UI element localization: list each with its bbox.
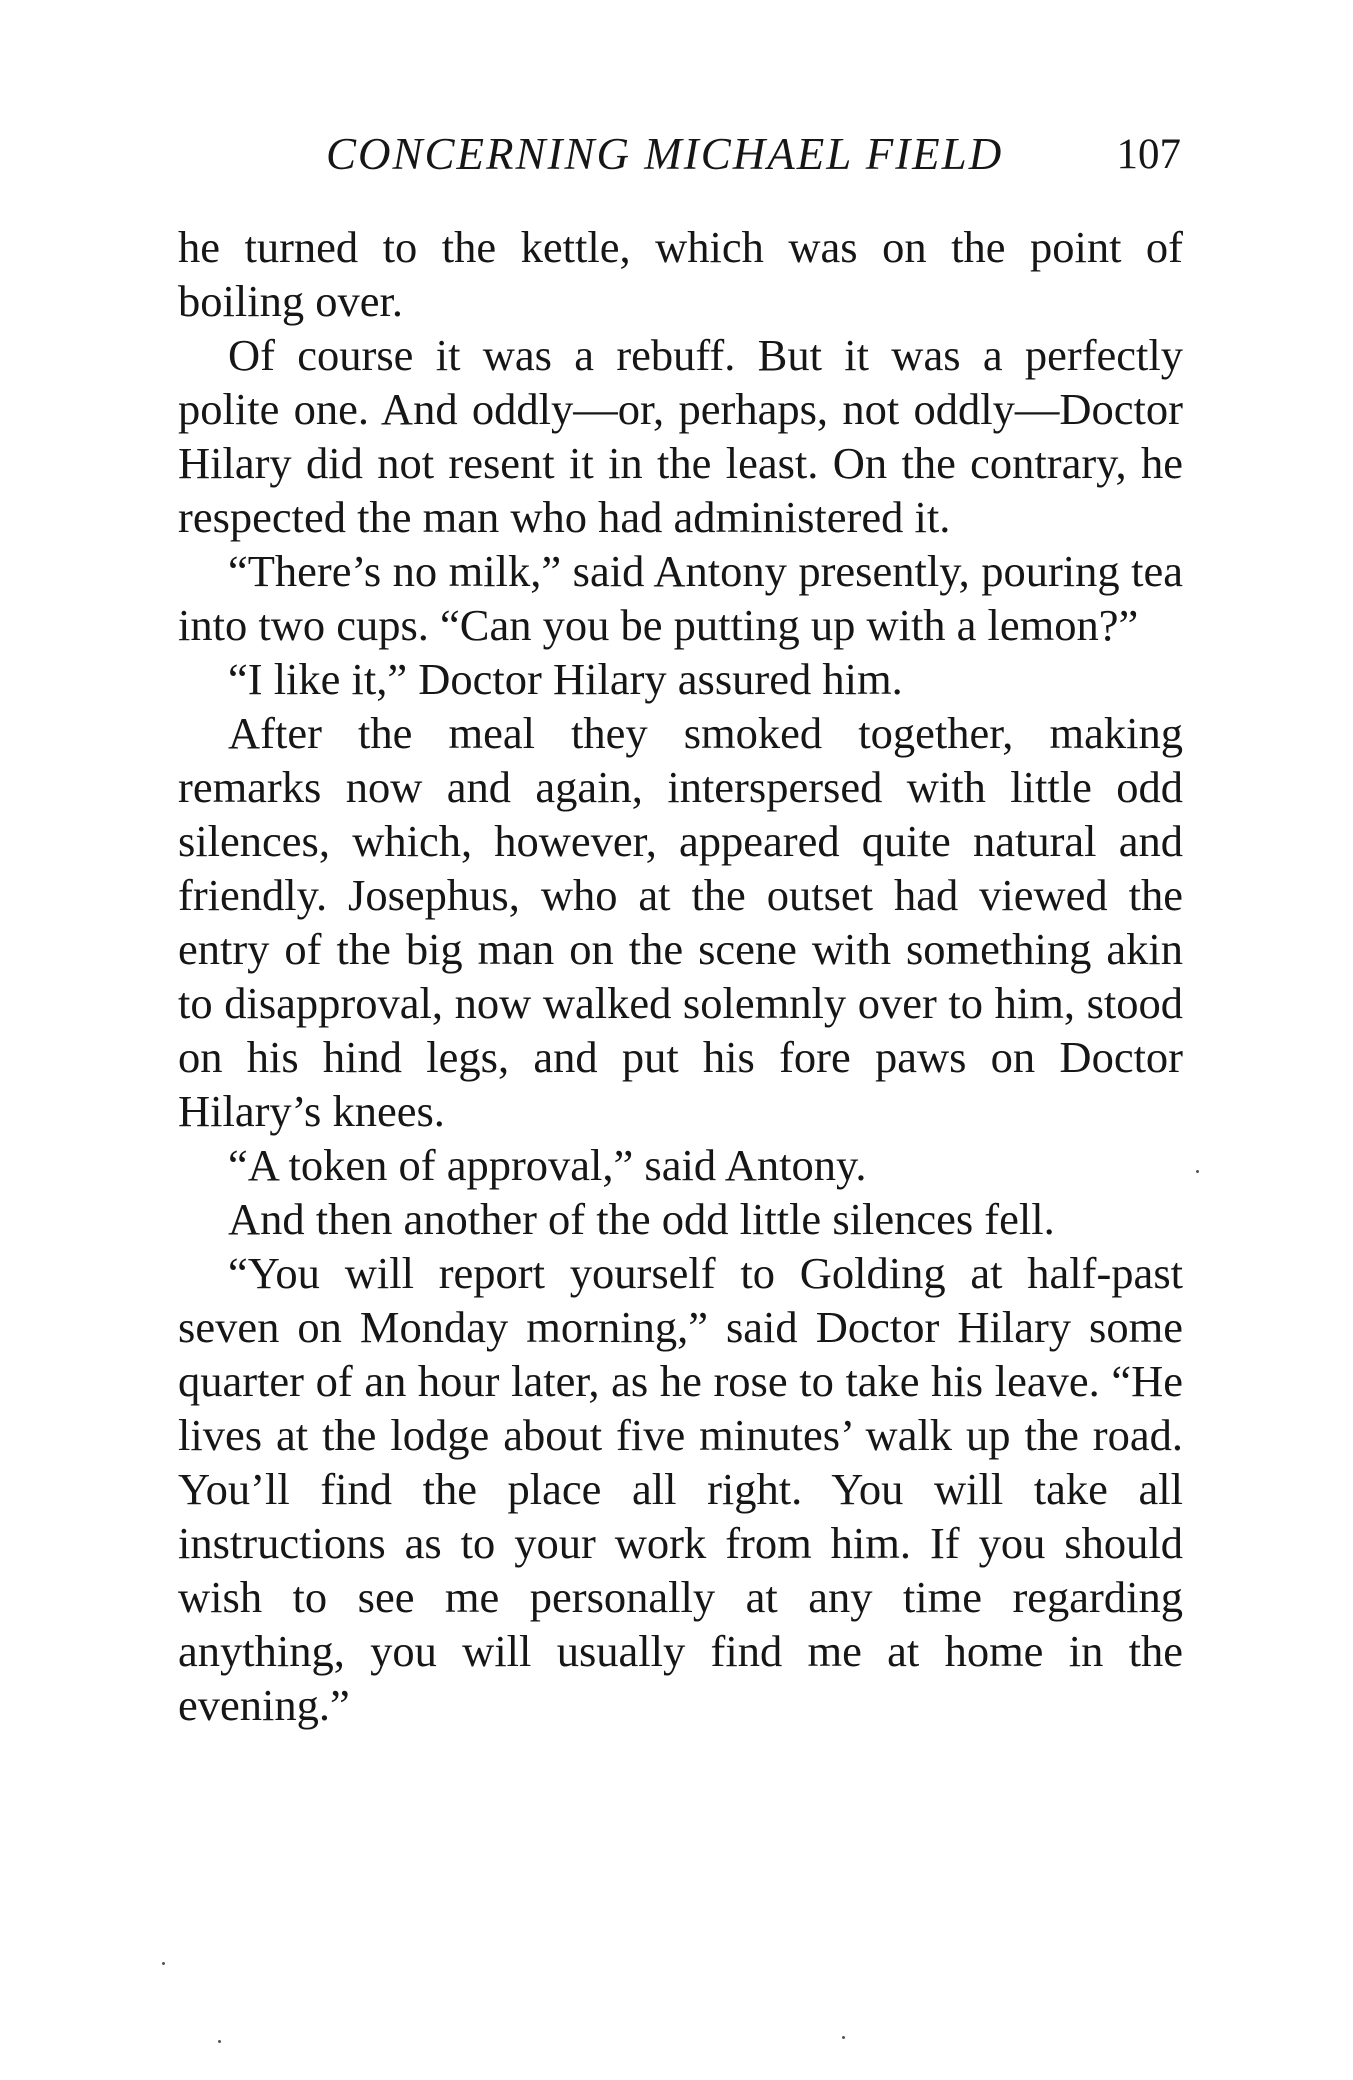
- paragraph: “You will report yourself to Golding at half-past seven on Monday morning,” said Doctor Hilary some quarter of an hour later, as he rose to take his leave. “He lives at the lodge about five minutes’ walk up the road. You’ll find the place all right. You will take all instructions as to your work from him. If you should wish to see me personally at any time regarding anything, you will usually find me at home in the evening.”: [178, 1248, 1183, 1730]
- paragraph: After the meal they smoked together, making remarks now and again, interspersed with little odd silences, which, however, appeared quite natural and friendly. Josephus, who at the outset had viewed the entry of the big man on the scene with something akin to disapproval, now walked solemnly over to him, stood on his hind legs, and put his fore paws on Doctor Hilary’s knees.: [178, 708, 1183, 1136]
- paragraph: “There’s no milk,” said Antony presently, pouring tea into two cups. “Can you be putting up with a lemon?”: [178, 546, 1183, 650]
- paper-speck: [218, 2040, 221, 2043]
- paragraph: Of course it was a rebuff. But it was a perfectly polite one. And oddly—or, perhaps, not oddly—Doctor Hilary did not resent it in the least. On the contrary, he respected the man who had administered it.: [178, 330, 1183, 542]
- book-page: [178, 120, 1183, 1732]
- paragraph: And then another of the odd little silences fell.: [228, 1194, 1055, 1244]
- body-text: [178, 220, 1183, 1732]
- paragraph: “A token of approval,” said Antony.: [228, 1140, 867, 1190]
- paragraph: he turned to the kettle, which was on the point of boiling over.: [178, 222, 1183, 326]
- running-title: CONCERNING MICHAEL FIELD: [326, 129, 1004, 179]
- paper-speck: [1196, 1170, 1199, 1173]
- page-number: 107: [1116, 131, 1181, 178]
- paper-speck: [842, 2036, 845, 2039]
- paper-speck: [162, 1962, 165, 1965]
- paragraph: “I like it,” Doctor Hilary assured him.: [228, 654, 903, 704]
- running-header: [178, 120, 1183, 190]
